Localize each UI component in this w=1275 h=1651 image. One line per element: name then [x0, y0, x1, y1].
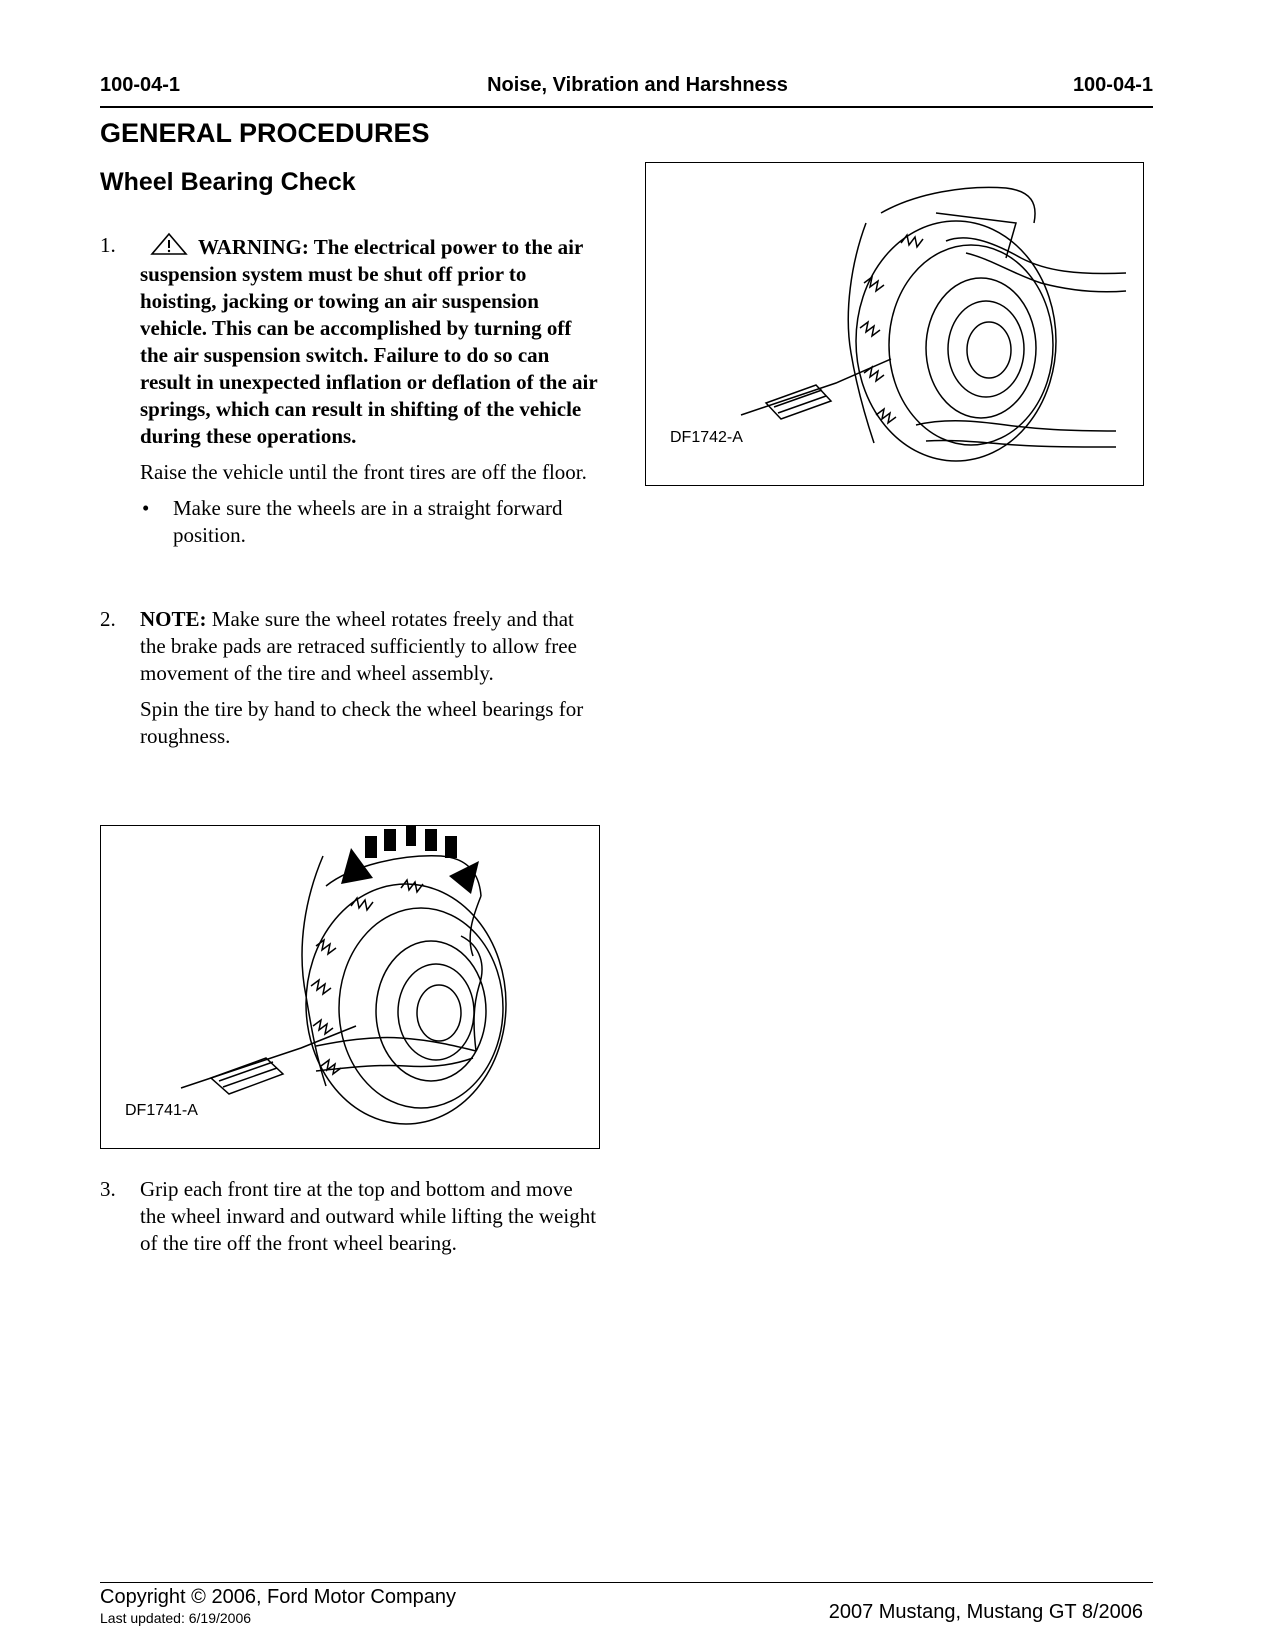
section-title: GENERAL PROCEDURES [100, 118, 430, 148]
footer-last-updated: Last updated: 6/19/2006 [100, 1610, 252, 1626]
footer-vehicle: 2007 Mustang, Mustang GT 8/2006 [828, 1601, 1143, 1623]
step-3 [100, 1176, 600, 1266]
header-page-number-left: 100-04-1 [100, 74, 181, 96]
note-label: NOTE: [140, 607, 207, 631]
note-text: Make sure the wheel rotates freely and that the brake pads are retraced sufficiently to allow free movement of the tire and wheel assembly. [140, 607, 577, 685]
footer-copyright: Copyright © 2006, Ford Motor Company [100, 1586, 457, 1608]
step-2 [100, 606, 600, 759]
warning-label: WARNING: [198, 235, 309, 259]
step-text: Spin the tire by hand to check the wheel bearings for roughness. [140, 697, 584, 748]
step-text: Raise the vehicle until the front tires are off the floor. [140, 460, 587, 484]
bullet-dot-icon: • [142, 496, 150, 520]
figure-code: DF1741-A [125, 1102, 198, 1119]
step-number: 1. [100, 233, 116, 257]
footer-rule [100, 1582, 1153, 1583]
step-number: 3. [100, 1177, 116, 1201]
note-block [140, 606, 600, 687]
tire-spin-illustration [101, 826, 599, 1148]
header-page-number-right: 100-04-1 [1072, 74, 1153, 96]
warning-text: The electrical power to the air suspension system must be shut off prior to hoisting, jacking or towing an air suspension vehicle. This can be accomplished by turning off the air suspension switch. Failure to do so can result in unexpected inflation or deflation of the air springs, which can result in shifting of the vehicle during these operations. [140, 235, 598, 448]
figure-code: DF1742-A [670, 429, 743, 446]
header-rule [100, 106, 1153, 108]
bullet-item [140, 495, 600, 549]
step-number: 2. [100, 607, 116, 631]
figure-spin-tire [100, 825, 600, 1149]
step-1 [100, 232, 600, 549]
warning-block [140, 232, 600, 450]
figure-grip-tire [645, 162, 1144, 486]
procedure-title: Wheel Bearing Check [100, 168, 356, 196]
header-title: Noise, Vibration and Harshness [487, 74, 788, 96]
bullet-text: Make sure the wheels are in a straight forward position. [173, 496, 563, 547]
step-text: Grip each front tire at the top and bottom and move the wheel inward and outward while lifting the weight of the tire off the front wheel bearing. [140, 1177, 597, 1255]
warning-triangle-icon [150, 232, 188, 256]
